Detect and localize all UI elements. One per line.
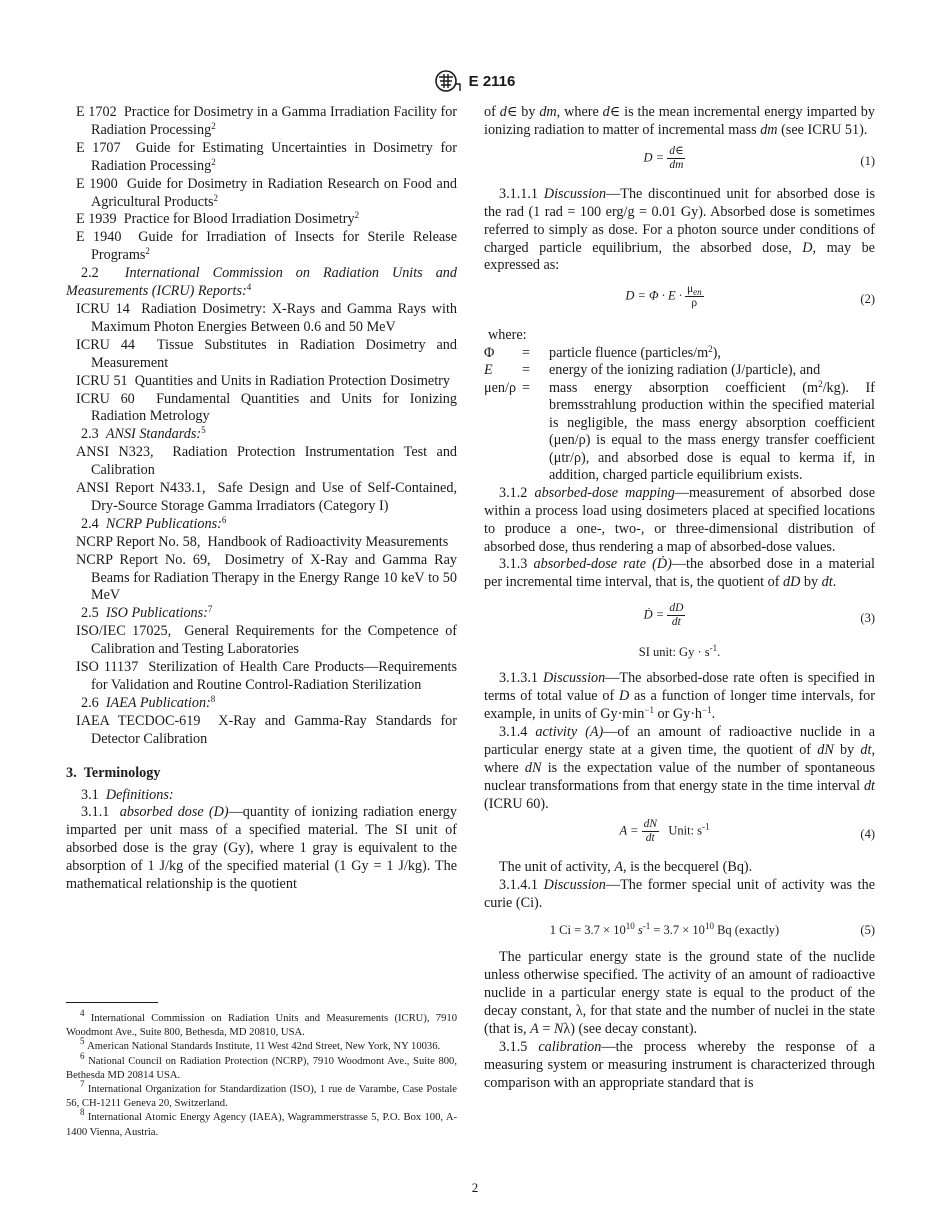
document-designation: E 2116 — [468, 72, 516, 90]
equation-2: D = Φ · E · $\frac{\mu_{en}}{\rho}$ (2) — [625, 283, 875, 310]
reference-item: ANSI N323, Radiation Protection Instrumentation Test and Calibration — [76, 444, 458, 479]
reference-item: ICRU 44 Tissue Substitutes in Radiation Dosimetry and Measurement — [76, 336, 457, 371]
where-row: μen/ρ = mass energy absorption coefficient $(m^2/kg)$. If bremsstrahlung production within the specified material is negligible, the mass energy absorption coefficient (μen/ρ) is equal to the mass energy transfer coefficient (μtr/ρ), and absorbed dose is equal to kerma if, in addition, charged particle equilibrium exists. — [484, 378, 875, 484]
reference-item: ICRU 51 Quantities and Units in Radiation Protection Dosimetry — [76, 372, 450, 389]
section-3-1-3-1: 3.1.3.1 Discussion—The absorbed-dose rate often is specified in terms of total value of D as a function of longer time intervals, for example, in units of $Gy\cdot\min^{-1}$ or $Gy\cdot h^{-1}$. — [484, 670, 876, 722]
section-3-1-4-1: 3.1.4.1 Discussion—The former special unit of activity was the curie (Ci). — [484, 877, 875, 912]
reference-item: NCRP Report No. 58, Handbook of Radioactivity Measurements — [76, 533, 449, 550]
equation-5: 1 $Ci = 3.7 \times 10^{10}$ $s^{-1} = 3.7 \times 10^{10}$ Bq (exactly) (5) — [549, 921, 875, 938]
section-3-heading: 3. Terminology — [66, 764, 161, 781]
page-number: 2 — [471, 1180, 479, 1195]
section-2-4: 2.4 NCRP Publications:$^6$ — [81, 514, 227, 532]
footnotes — [66, 1008, 458, 1140]
reference-list-astm — [66, 104, 457, 265]
section-3-1-3: 3.1.3 absorbed-dose rate (Ḋ)—the absorbed dose in a material per incremental time interval, that is, the quotient of dD by dt. — [484, 556, 875, 591]
reference-list-ansi — [66, 444, 457, 516]
section-2-3: 2.3 ANSI Standards:$^5$ — [81, 425, 206, 443]
energy-state-text: The particular energy state is the ground state of the nuclide unless otherwise specified. The activity of an amount of radioactive nuclide in a particular energy state is equal to the product of the decay constant, λ, for that state and the number of nuclei in the state (that is, A = Nλ) (see decay constant). — [484, 949, 875, 1037]
equation-4: A = $\frac{dN}{dt}$ Unit: $s^{-1}$ (4) — [619, 818, 875, 845]
reference-item: E 1939 Practice for Blood Irradiation Dosimetry$^2$ — [76, 210, 360, 228]
section-2-6: 2.6 IAEA Publication:$^8$ — [81, 693, 216, 711]
where-block: where: Φ = particle fluence $(particles/m^2)$, E = energy of the ionizing radiation (J/particle), and μen/ρ = mass energy absorption coefficient $(m^2/kg)$. If bremsstrahlung production within the specified material is negligible, the mass energy absorption coefficient (μen/ρ) is equal to the mass energy transfer coefficient (μtr/ρ), and absorbed dose is equal to kerma if, in addition, charged particle equilibrium exists. — [484, 327, 875, 484]
reference-item: E 1707 Guide for Estimating Uncertainties in Dosimetry for Radiation Processing$^2$ — [76, 139, 458, 174]
section-2-5: 2.5 ISO Publications:$^7$ — [81, 604, 213, 622]
section-3-1-2: 3.1.2 absorbed-dose mapping—measurement of absorbed dose within a process load using dosimeters placed at specified locations to produce a one-, two-, or three-dimensional distribution of absorbed dose, thus rendering a map of absorbed-dose values. — [484, 484, 875, 555]
equation-3: Ḋ = $\frac{dD}{dt}$ (3) — [643, 602, 875, 629]
reference-list-iso — [66, 623, 457, 695]
section-3-1-4: 3.1.4 activity (A)—of an amount of radioactive nuclide in a particular energy state at a given time, the quotient of dN by dt, where dN is the expectation value of the number of spontaneous nuclear transformations from that energy state in the time interval dt (ICRU 60). — [484, 723, 875, 812]
section-2-2: 2.2 International Commission on Radiation Units and Measurements (ICRU) Reports:$^4$ — [66, 265, 457, 300]
where-row: Φ = particle fluence $(particles/m^2)$, — [484, 343, 721, 361]
reference-item: ICRU 14 Radiation Dosimetry: X-Rays and Gamma Rays with Maximum Photon Energies Between 0.6 and 50 MeV — [76, 300, 458, 335]
section-3-1-1: 3.1.1 absorbed dose (D)—quantity of ionizing radiation energy imparted per unit mass of a specified material. The SI unit of absorbed dose is the gray (Gy), where 1 gray is equivalent to the absorption of 1 J/kg of the specified material (1 Gy = 1 J/kg). The mathematical relationship is the quotient — [66, 804, 457, 893]
page-header — [0, 70, 950, 92]
right-column — [484, 104, 875, 1092]
footnote: $^7$ International Organization for Standardization (ISO), 1 rue de Varambe, Case Postale 56, CH-1211 Geneva 20, Switzerland. — [66, 1079, 457, 1110]
astm-logo-icon — [435, 70, 461, 92]
section-3-1-1-1: 3.1.1.1 Discussion—The discontinued unit for absorbed dose is the rad (1 rad = 100 erg/g = 0.01 Gy). Absorbed dose is sometimes referred to simply as dose. For a photon source under conditions of charged particle equilibrium, the absorbed dose, D, may be expressed as: — [484, 185, 876, 274]
section-3-1-5: 3.1.5 calibration—the process whereby the response of a measuring system or measuring instrument is characterized through comparison with an appropriate standard that is — [484, 1038, 875, 1091]
reference-item: ANSI Report N433.1, Safe Design and Use of Self-Contained, Dry-Source Storage Gamma Irradiators (Category I) — [76, 480, 457, 514]
footnote: $^8$ International Atomic Energy Agency (IAEA), Wagrammerstrasse 5, P.O. Box 100, A-1400 Vienna, Austria. — [66, 1107, 457, 1138]
footnote: $^5$ American National Standards Institute, 11 West 42nd Street, New York, NY 10036. — [80, 1036, 441, 1053]
reference-list-ncrp — [66, 534, 457, 606]
reference-item: E 1940 Guide for Irradiation of Insects for Sterile Release Programs$^2$ — [76, 229, 457, 264]
reference-list-iaea — [66, 713, 457, 749]
footnote-rule — [66, 1002, 158, 1003]
reference-item: ISO/IEC 17025, General Requirements for the Competence of Calibration and Testing Laboratories — [76, 623, 458, 658]
reference-item: IAEA TECDOC-619 X-Ray and Gamma-Ray Standards for Detector Calibration — [76, 712, 457, 747]
reference-item: E 1702 Practice for Dosimetry in a Gamma Irradiation Facility for Radiation Processing$^2$ — [76, 104, 458, 138]
footnote: $^6$ National Council on Radiation Protection (NCRP), 7910 Woodmont Ave., Suite 800, Bethesda MD 20814 USA. — [66, 1050, 458, 1081]
reference-item: ICRU 60 Fundamental Quantities and Units for Ionizing Radiation Metrology — [76, 390, 457, 425]
section-3-1: 3.1 Definitions: — [81, 786, 174, 803]
activity-unit-text: The unit of activity, A, is the becquerel (Bq). — [499, 859, 753, 876]
reference-item: ISO 11137 Sterilization of Health Care Products—Requirements for Validation and Routine Control-Radiation Sterilization — [76, 659, 458, 693]
reference-item: E 1900 Guide for Dosimetry in Radiation Research on Food and Agricultural Products$^2$ — [76, 175, 458, 210]
reference-item: NCRP Report No. 69, Dosimetry of X-Ray and Gamma Ray Beams for Radiation Therapy in the Energy Range 10 keV to 50 MeV — [76, 551, 457, 604]
equation-3-unit: SI unit: $Gy \cdot s^{-1}$. — [638, 643, 721, 660]
where-row: E = energy of the ionizing radiation (J/particle), and — [484, 362, 821, 379]
reference-list-icru — [66, 301, 457, 426]
footnote: $^4$ International Commission on Radiation Units and Measurements (ICRU), 7910 Woodmont Ave., Suite 800, Bethesda, MD 20810, USA. — [66, 1008, 457, 1039]
absorbed-dose-continuation: of d∈ by dm, where d∈ is the mean incremental energy imparted by ionizing radiation to matter of incremental mass dm (see ICRU 51). — [484, 104, 875, 138]
equation-1: D = $\frac{d\in}{dm}$ (1) — [643, 144, 875, 171]
left-column — [66, 104, 457, 894]
